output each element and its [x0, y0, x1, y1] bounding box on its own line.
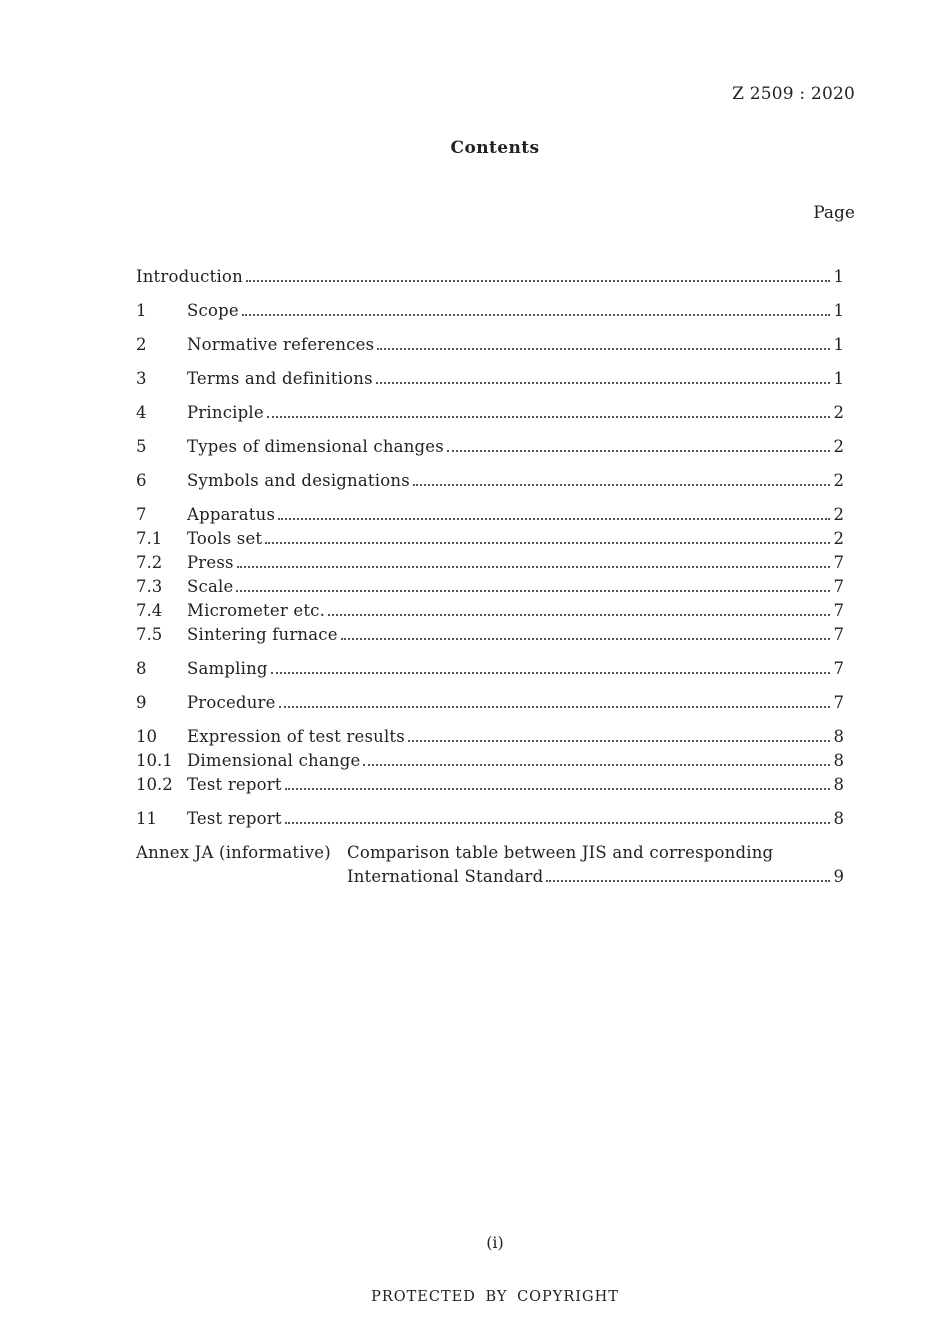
- toc-entry-label: Normative references: [187, 335, 375, 354]
- toc-entry-sampling[interactable]: [136, 657, 844, 681]
- toc-entry-page: 1: [833, 335, 844, 354]
- toc-entry-dimensional-change[interactable]: [136, 749, 844, 773]
- toc-entry-label: Symbols and designations: [187, 471, 410, 490]
- dot-leader: [278, 518, 829, 520]
- toc-entry-number: 10.1: [136, 751, 173, 770]
- dot-leader: [376, 382, 830, 384]
- dot-leader: [237, 566, 830, 568]
- dot-leader: [341, 638, 830, 640]
- toc-entry-symbols-and-designations[interactable]: [136, 469, 844, 493]
- toc-entry-page: 8: [833, 775, 844, 794]
- toc-entry-number: 7.2: [136, 553, 163, 572]
- toc-entry-page: 8: [833, 727, 844, 746]
- toc-entry-label: Terms and definitions: [187, 369, 373, 388]
- toc-entry-page: 1: [833, 369, 844, 388]
- toc-entry-label: Scope: [187, 301, 239, 320]
- toc-entry-page: 7: [833, 659, 844, 678]
- toc-entry-page: 1: [833, 301, 844, 320]
- page-title: Contents: [450, 138, 540, 158]
- toc-entry-page: 1: [833, 267, 844, 286]
- dot-leader: [328, 614, 829, 616]
- toc-entry-introduction[interactable]: [136, 265, 844, 289]
- dot-leader: [413, 484, 830, 486]
- toc-entry-number: 10: [136, 727, 157, 746]
- table-of-contents: [136, 265, 844, 889]
- toc-entry-page: 9: [833, 867, 844, 886]
- toc-entry-label: Scale: [187, 577, 234, 596]
- toc-entry-normative-references[interactable]: [136, 333, 844, 357]
- toc-entry-page: 7: [833, 577, 844, 596]
- toc-entry-page: 2: [833, 505, 844, 524]
- toc-entry-scope[interactable]: [136, 299, 844, 323]
- toc-entry-test-report-11[interactable]: [136, 807, 844, 831]
- toc-entry-number: 7.5: [136, 625, 163, 644]
- dot-leader: [285, 788, 830, 790]
- toc-entry-number: 7: [136, 505, 147, 524]
- toc-entry-page: 2: [833, 437, 844, 456]
- dot-leader: [271, 672, 830, 674]
- dot-leader: [246, 280, 830, 282]
- toc-entry-number: 7.4: [136, 601, 163, 620]
- toc-entry-page: 8: [833, 751, 844, 770]
- toc-entry-number: 1: [136, 301, 147, 320]
- toc-entry-number: 4: [136, 403, 147, 422]
- dot-leader: [265, 542, 829, 544]
- toc-entry-number: 7.1: [136, 529, 163, 548]
- page-folio: (i): [486, 1233, 504, 1252]
- dot-leader: [285, 822, 830, 824]
- toc-entry-label: Sintering furnace: [187, 625, 338, 644]
- toc-entry-number: 9: [136, 693, 147, 712]
- dot-leader: [447, 450, 830, 452]
- toc-entry-procedure[interactable]: [136, 691, 844, 715]
- toc-entry-page: 2: [833, 403, 844, 422]
- dot-leader: [546, 880, 829, 882]
- toc-entry-terms-and-definitions[interactable]: [136, 367, 844, 391]
- toc-entry-annex-ja[interactable]: [136, 841, 844, 889]
- toc-entry-label: Tools set: [187, 529, 263, 548]
- dot-leader: [236, 590, 829, 592]
- standard-number: Z 2509 : 2020: [732, 84, 855, 104]
- toc-entry-expression-of-test-results[interactable]: [136, 725, 844, 749]
- toc-entry-principle[interactable]: [136, 401, 844, 425]
- toc-entry-label: Test report: [187, 809, 282, 828]
- toc-entry-number: 10.2: [136, 775, 173, 794]
- toc-entry-page: 2: [833, 471, 844, 490]
- toc-entry-page: 7: [833, 625, 844, 644]
- toc-entry-page: 7: [833, 601, 844, 620]
- page-column-heading: Page: [813, 203, 855, 223]
- toc-entry-number: 3: [136, 369, 147, 388]
- toc-entry-label: Introduction: [136, 267, 243, 286]
- toc-entry-page: 2: [833, 529, 844, 548]
- dot-leader: [363, 764, 829, 766]
- toc-entry-page: 8: [833, 809, 844, 828]
- toc-entry-types-of-dimensional-changes[interactable]: [136, 435, 844, 459]
- dot-leader: [242, 314, 830, 316]
- toc-entry-label: Test report: [187, 775, 282, 794]
- annex-title-line-1: Comparison table between JIS and corresponding: [347, 843, 774, 862]
- toc-entry-label: Micrometer etc.: [187, 601, 326, 620]
- toc-entry-label: Sampling: [187, 659, 268, 678]
- toc-entry-label: Apparatus: [187, 505, 276, 524]
- annex-label: Annex JA (informative): [136, 843, 331, 862]
- toc-entry-scale[interactable]: [136, 575, 844, 599]
- toc-entry-sintering-furnace[interactable]: [136, 623, 844, 647]
- toc-entry-label: Expression of test results: [187, 727, 405, 746]
- toc-entry-press[interactable]: [136, 551, 844, 575]
- toc-entry-page: 7: [833, 693, 844, 712]
- dot-leader: [279, 706, 830, 708]
- toc-entry-number: 11: [136, 809, 157, 828]
- toc-entry-number: 6: [136, 471, 147, 490]
- toc-entry-tools-set[interactable]: [136, 527, 844, 551]
- toc-entry-test-report-10-2[interactable]: [136, 773, 844, 797]
- toc-entry-label: Principle: [187, 403, 264, 422]
- toc-entry-label: Procedure: [187, 693, 276, 712]
- toc-entry-label: Types of dimensional changes: [187, 437, 444, 456]
- toc-entry-micrometer[interactable]: [136, 599, 844, 623]
- annex-title-line-2: International Standard: [347, 867, 544, 886]
- toc-entry-number: 5: [136, 437, 147, 456]
- toc-entry-number: 7.3: [136, 577, 163, 596]
- toc-entry-page: 7: [833, 553, 844, 572]
- toc-entry-number: 8: [136, 659, 147, 678]
- copyright-footer: PROTECTED BY COPYRIGHT: [371, 1289, 619, 1305]
- toc-entry-apparatus[interactable]: [136, 503, 844, 527]
- toc-entry-label: Dimensional change: [187, 751, 361, 770]
- dot-leader: [408, 740, 830, 742]
- toc-entry-label: Press: [187, 553, 234, 572]
- dot-leader: [377, 348, 829, 350]
- dot-leader: [267, 416, 830, 418]
- toc-entry-number: 2: [136, 335, 147, 354]
